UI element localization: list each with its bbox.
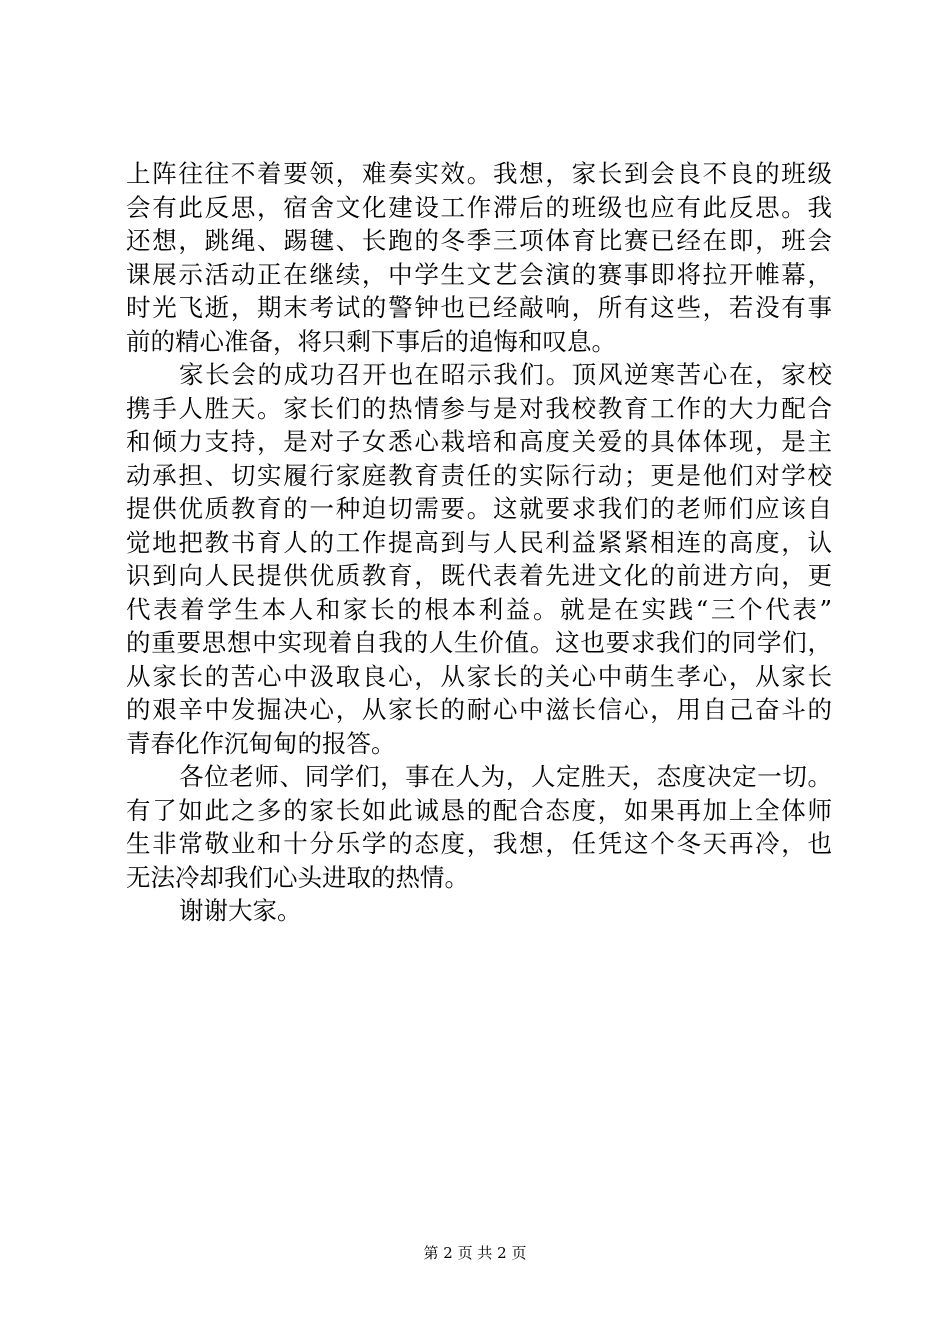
document-body: [126, 157, 832, 928]
text-line: 代表着学生本人和家长的根本利益。就是在实践“三个代表”: [126, 594, 832, 624]
text-line: 动承担、切实履行家庭教育责任的实际行动；更是他们对学校: [126, 460, 832, 490]
text-line: 无法冷却我们心头进取的热情。: [126, 862, 469, 892]
text-line: 家长会的成功召开也在昭示我们。顶风逆寒苦心在，家校: [179, 360, 832, 389]
text-line: 上阵往往不着要领，难奏实效。我想，家长到会良不良的班级: [126, 159, 832, 188]
text-line: 觉地把教书育人的工作提高到与人民利益紧紧相连的高度，认: [126, 527, 832, 557]
text-line: 课展示活动正在继续，中学生文艺会演的赛事即将拉开帷幕，: [126, 259, 832, 289]
text-line: 携手人胜天。家长们的热情参与是对我校教育工作的大力配合: [126, 393, 832, 423]
text-line: 从家长的苦心中汲取良心，从家长的关心中萌生孝心，从家长: [126, 661, 832, 691]
text-line: 前的精心准备，将只剩下事后的追悔和叹息。: [126, 326, 616, 356]
text-line: 有了如此之多的家长如此诚恳的配合态度，如果再加上全体师: [126, 795, 832, 825]
text-line: 会有此反思，宿舍文化建设工作滞后的班级也应有此反思。我: [126, 192, 832, 222]
text-line: 的重要思想中实现着自我的人生价值。这也要求我们的同学们，: [126, 628, 832, 657]
text-line: 时光飞逝，期末考试的警钟也已经敲响，所有这些，若没有事: [126, 293, 832, 322]
text-line: 的艰辛中发掘决心，从家长的耐心中滋长信心，用自己奋斗的: [126, 695, 832, 724]
text-line: 提供优质教育的一种迫切需要。这就要求我们的老师们应该自: [126, 494, 832, 523]
text-line: 青春化作沉甸甸的报答。: [126, 728, 396, 758]
text-line: 还想，跳绳、踢毽、长跑的冬季三项体育比赛已经在即，班会: [126, 226, 832, 255]
text-line: 各位老师、同学们，事在人为，人定胜天，态度决定一切。: [179, 762, 832, 791]
text-line: 生非常敬业和十分乐学的态度，我想，任凭这个冬天再冷，也: [126, 829, 832, 858]
text-line: 识到向人民提供优质教育，既代表着先进文化的前进方向，更: [126, 561, 832, 590]
text-line: 和倾力支持，是对子女悉心栽培和高度关爱的具体体现，是主: [126, 427, 832, 456]
text-line: 谢谢大家。: [179, 896, 302, 925]
page-footer: 第 2 页 共 2 页: [423, 1244, 527, 1262]
